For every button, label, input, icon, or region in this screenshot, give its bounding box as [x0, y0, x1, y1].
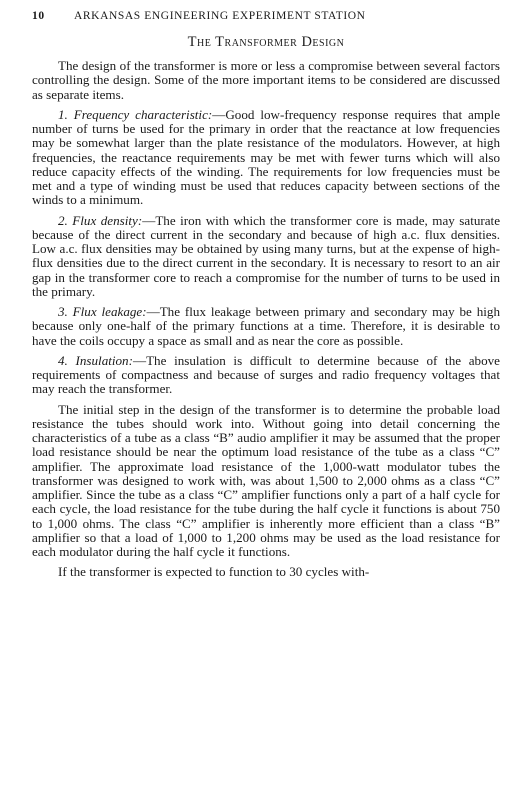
paragraph-text: —Good low-frequency response requires that ample number of turns be used for the primary in order that the reactance at low frequencies may be somewhat larger than the plate resistance of the modulators. However, at high frequencies, the reactance requirements may be met with fewer turns which will also reduce capacity effects of the winding. The requirements for low frequencies must be met and a type of winding must be used that reduces capacity between sections of the winds to a minimum. [32, 106, 501, 208]
running-header [32, 10, 500, 26]
paragraph-intro [32, 59, 500, 102]
paragraph-lead: 2. Flux density: [58, 212, 143, 228]
paragraph-insulation [32, 354, 500, 397]
paragraph-text: If the transformer is expected to function to 30 cycles with- [58, 564, 370, 580]
paragraph-frequency-characteristic [32, 108, 500, 208]
page-number: 10 [32, 10, 45, 22]
paragraph-continued [32, 565, 500, 579]
section-title: The Transformer Design [187, 34, 345, 50]
running-title: ARKANSAS ENGINEERING EXPERIMENT STATION [74, 10, 366, 22]
paragraph-lead: 4. Insulation: [58, 352, 133, 368]
body-text [32, 59, 500, 580]
paragraph-lead: 3. Flux leakage: [58, 304, 147, 319]
paragraph-flux-leakage [32, 305, 500, 348]
paragraph-text: The design of the transformer is more or less a compromise between several factors controlling the design. Some of the more important items to be considered are discussed as separate items. [32, 58, 500, 102]
paragraph-text: —The insulation is difficult to determine because of the above requirements of compactness and because of surges and radio frequency voltages that may reach the transformer. [32, 352, 500, 397]
paragraph-text: The initial step in the design of the transformer is to determine the probable load resistance the tubes should work into. Without going into detail concerning the characteristics of a tube as a class “B” audio amplifier it may be assumed that the proper load resistance should be near the optimum load resistance of the tube as a class “C” amplifier. The approximate load resistance of the 1,000-watt modulator tubes the transformer was designed to work with, was about 1,500 to 2,000 ohms as a class “C” amplifier. Since the tube as a class “C” amplifier functions only a part of a half cycle for each cycle, the load resistance for the tube during the half cycle it functions is about 750 to 1,000 ohms. The class “C” amplifier is inherently more efficient than a class “B” amplifier so that a load of 1,000 to 1,200 ohms may be used as the load resistance for each modulator during the half cycle it functions. [32, 401, 500, 559]
paragraph-lead: 1. Frequency characteristic: [58, 106, 213, 122]
paragraph-text: —The iron with which the transformer core is made, may saturate because of the direct current in the secondary and because of high a.c. flux densities. Low a.c. flux densities may be obtained by using many turns, but at the expense of high-flux densities due to the direct current in the secondary. It is necessary to resort to an air gap in the transformer core to reach a compromise for the number of turns to be used in the primary. [32, 212, 500, 299]
paragraph-flux-density [32, 214, 500, 300]
paragraph-text: —The flux leakage between primary and secondary may be high because only one-half of the primary functions at a time. Therefore, it is desirable to have the coils occupy a space as small and as near the core as possible. [32, 304, 501, 348]
paragraph-load-resistance [32, 403, 500, 560]
